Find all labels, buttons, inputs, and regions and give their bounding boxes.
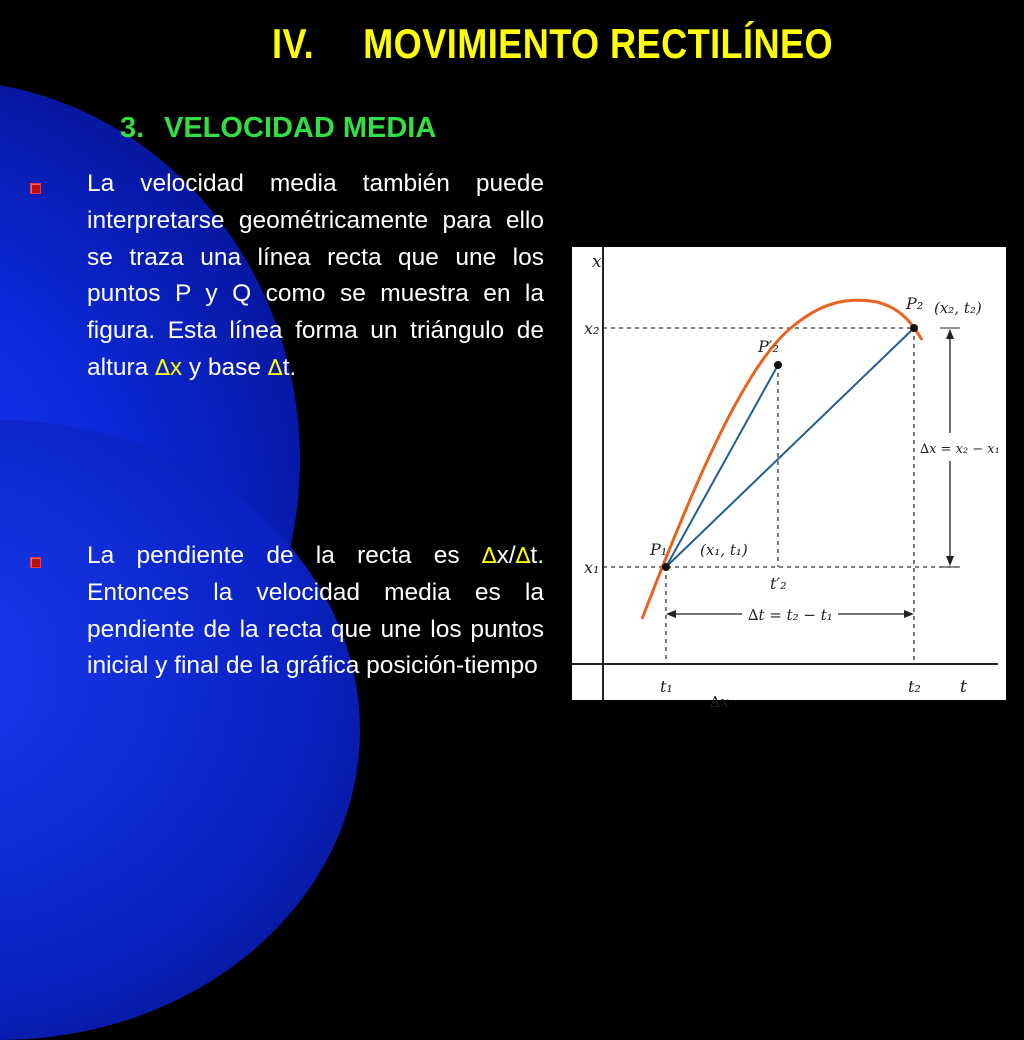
secant-p1-p2 bbox=[666, 328, 914, 567]
label-cut-off: ∆x bbox=[710, 693, 729, 711]
label-delta-x: ∆x = x₂ − x₁ bbox=[920, 442, 1000, 457]
delta-symbol: ∆ bbox=[267, 355, 283, 381]
x-axis-label: t bbox=[960, 677, 967, 697]
section-subtitle bbox=[120, 112, 436, 145]
background-blue-arc-lower bbox=[0, 420, 360, 1040]
label-p2: P₂ bbox=[906, 294, 924, 313]
tick-t1: t₁ bbox=[660, 677, 673, 696]
point-p1 bbox=[662, 563, 670, 571]
tick-x2: x₂ bbox=[584, 319, 600, 338]
label-p1-coords: (x₁, t₁) bbox=[700, 541, 748, 559]
label-p2prime: P′₂ bbox=[758, 337, 779, 356]
bullet-1-text-middle: y base bbox=[182, 353, 268, 381]
position-curve bbox=[642, 300, 922, 619]
label-p2-coords: (x₂, t₂) bbox=[934, 299, 982, 317]
bullet-1-var-x: x bbox=[169, 353, 183, 381]
bullet-2-text: La pendiente de la recta es bbox=[87, 542, 482, 569]
bullet-1-text: La velocidad media también puede interpretarse geométricamente para ello se traza una línea recta que une los puntos P y Q como se muestra en la figura. Esta línea forma un triángulo de altura bbox=[87, 170, 544, 381]
bullet-square-icon bbox=[30, 183, 41, 194]
bullet-1-var-t: t bbox=[282, 353, 290, 381]
bullet-square-icon bbox=[30, 557, 41, 568]
delta-x-arrowhead-top bbox=[946, 329, 954, 339]
delta-symbol: ∆ bbox=[155, 355, 170, 381]
delta-x-arrowhead-bottom bbox=[946, 556, 954, 566]
bullet-2-text-end: . Entonces la velocidad media es la pendiente de la recta que une los puntos inicial y final de la gráfica posición-tiempo bbox=[87, 542, 544, 680]
section-subtitle-number: 3. bbox=[120, 112, 145, 144]
point-p2 bbox=[910, 324, 918, 332]
slide-title bbox=[272, 20, 833, 68]
secant-p1-p2prime bbox=[666, 365, 778, 567]
tick-x1: x₁ bbox=[584, 558, 600, 577]
tick-t2: t₂ bbox=[908, 677, 921, 696]
slide-title-text: MOVIMIENTO RECTILÍNEO bbox=[363, 20, 834, 67]
delta-t-arrowhead-left bbox=[666, 610, 676, 618]
bullet-paragraph-2 bbox=[87, 538, 544, 685]
delta-symbol: ∆ bbox=[481, 544, 497, 569]
y-axis-label: x bbox=[592, 252, 602, 272]
bullet-2-var-x: x/ bbox=[496, 542, 516, 569]
bullet-1-text-end: . bbox=[289, 353, 297, 381]
bullet-2-var-t: t bbox=[530, 542, 538, 569]
position-time-graph bbox=[572, 247, 1006, 711]
section-subtitle-text: VELOCIDAD MEDIA bbox=[164, 112, 437, 144]
label-delta-t: ∆t = t₂ − t₁ bbox=[748, 606, 833, 624]
delta-symbol: ∆ bbox=[515, 544, 531, 569]
label-p1: P₁ bbox=[650, 540, 668, 559]
label-t2prime: t′₂ bbox=[770, 574, 787, 593]
bullet-paragraph-1 bbox=[87, 166, 544, 387]
position-time-figure bbox=[572, 247, 1006, 711]
point-p2prime bbox=[774, 361, 782, 369]
delta-t-arrowhead-right bbox=[904, 610, 914, 618]
slide-title-number: IV. bbox=[272, 20, 315, 67]
